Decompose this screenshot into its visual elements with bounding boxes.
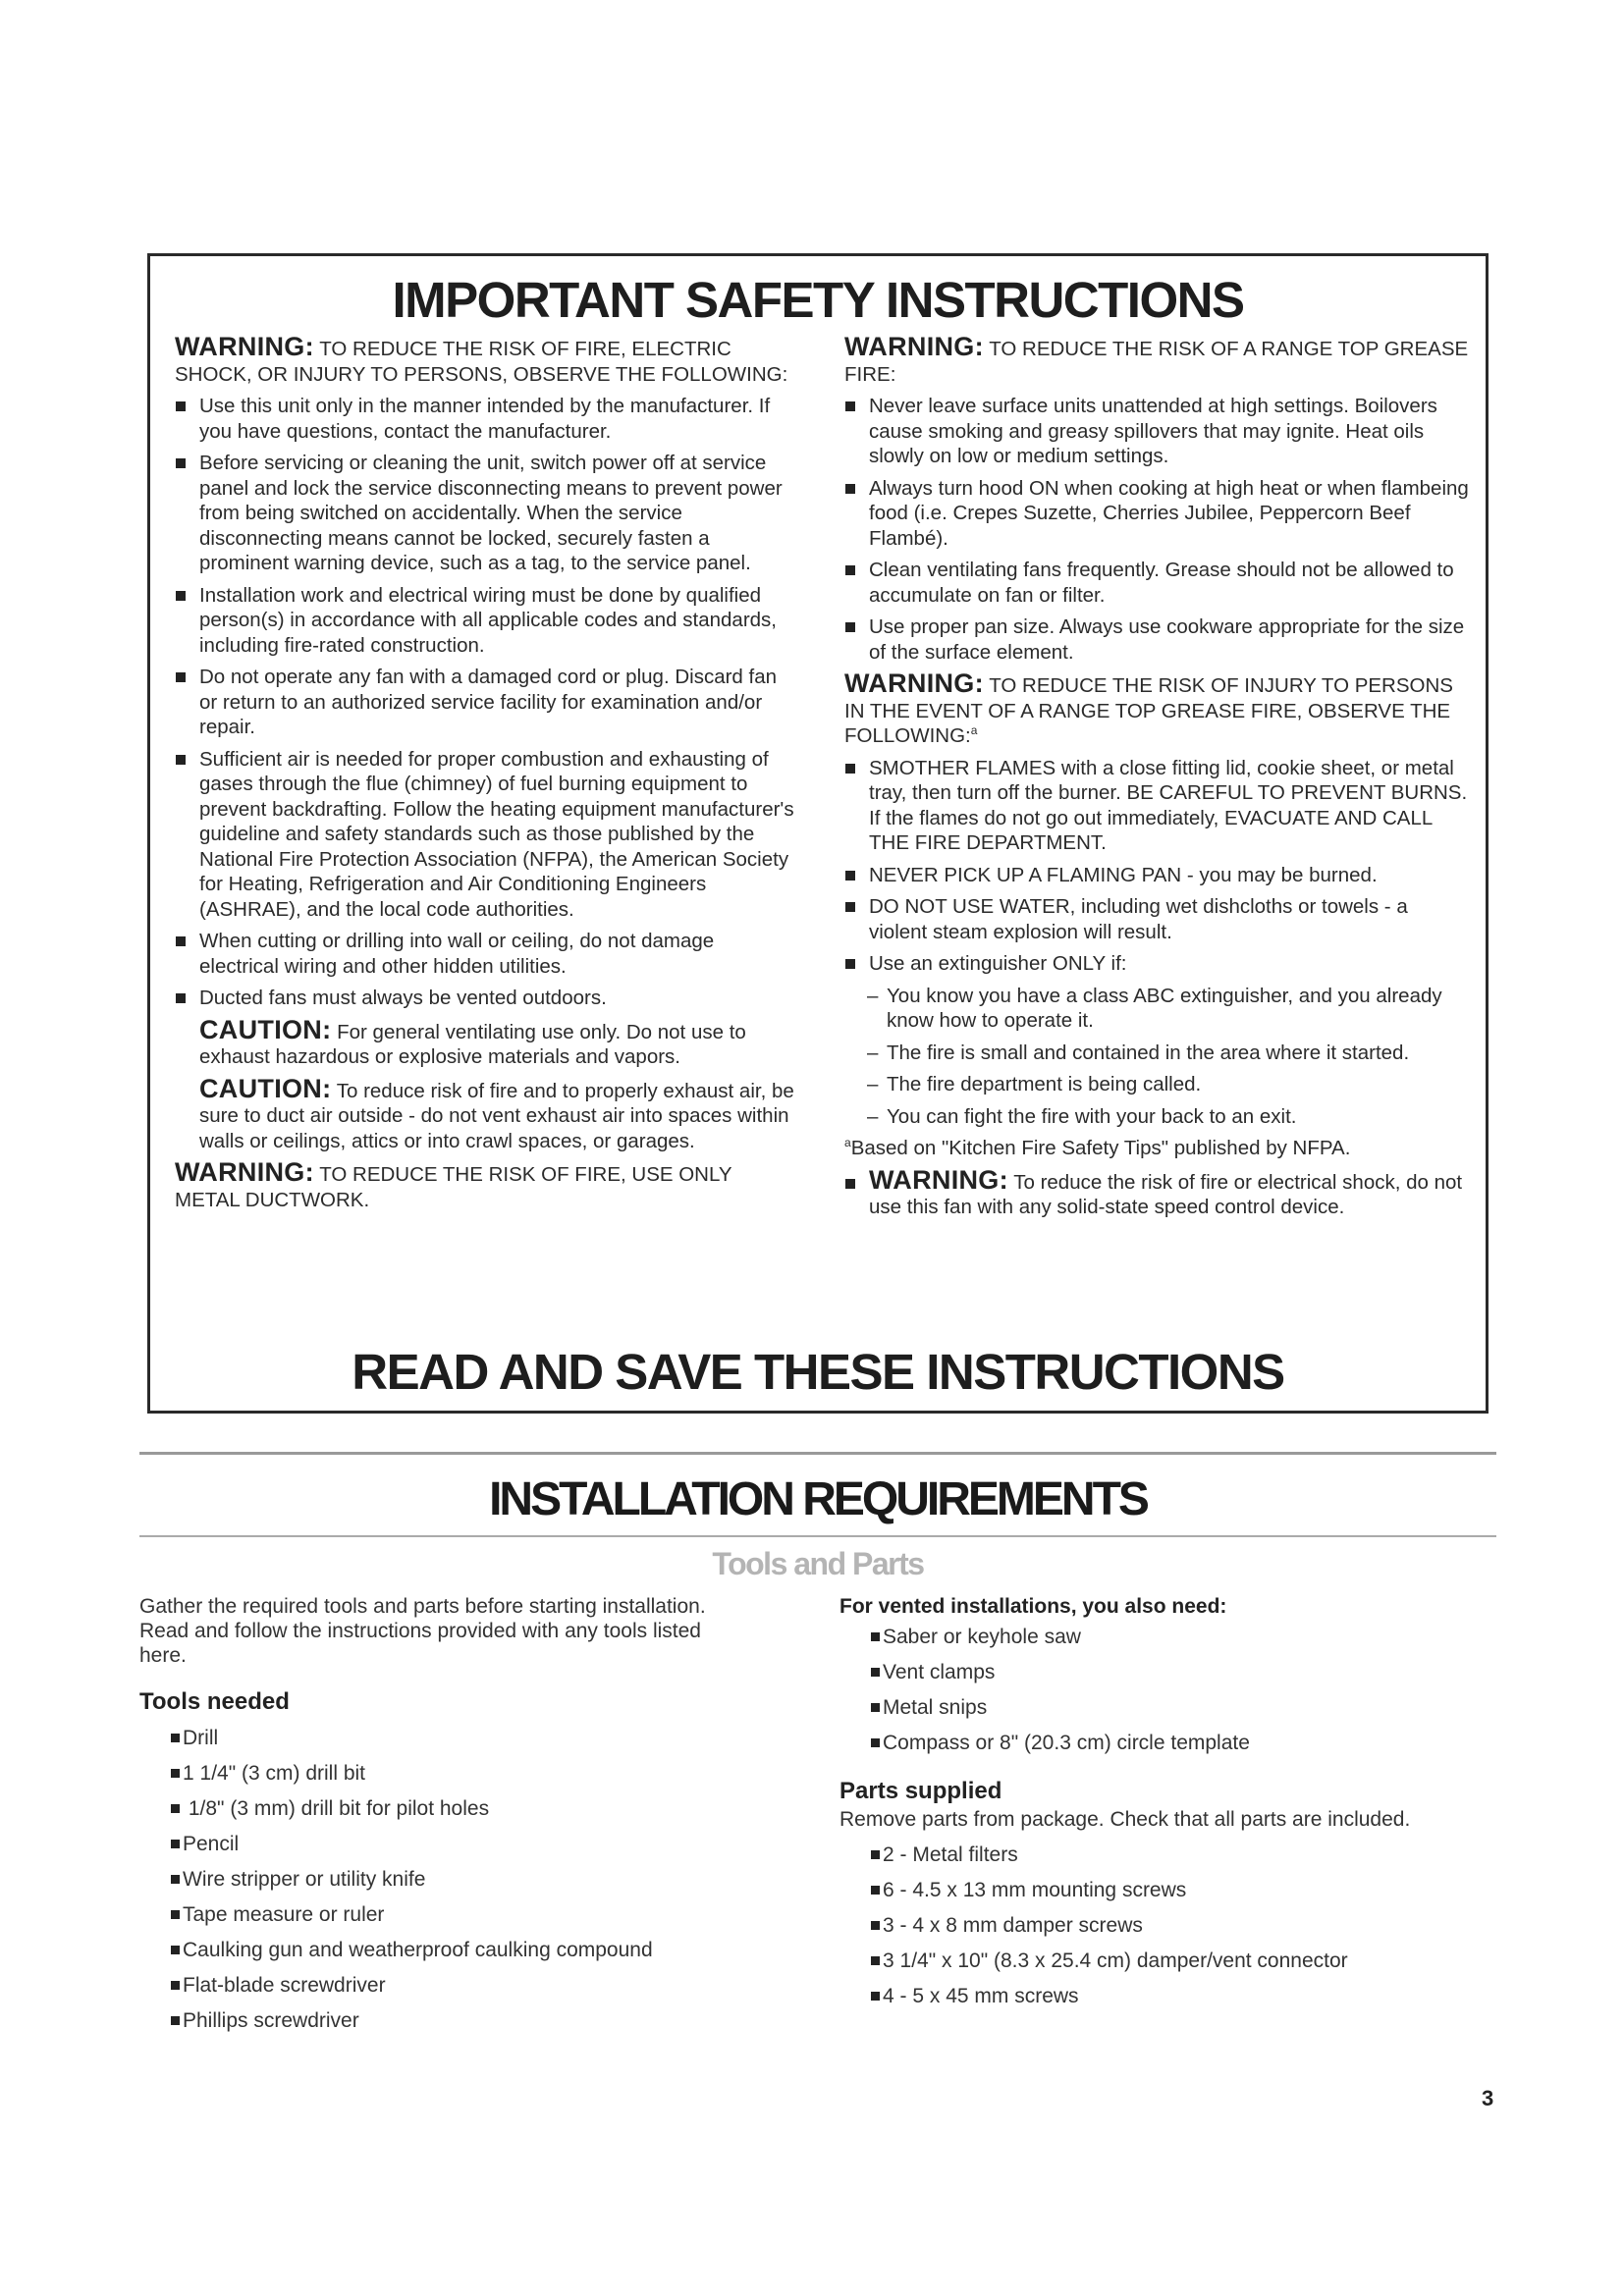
footnote-marker: a — [970, 723, 978, 738]
parts-supplied-heading: Parts supplied — [839, 1778, 1002, 1804]
list-item-text: Saber or keyhole saw — [883, 1626, 1081, 1648]
footnote-text: Based on "Kitchen Fire Safety Tips" published by NFPA. — [850, 1137, 1351, 1159]
warning-text: TO REDUCE THE RISK OF INJURY TO PERSONS IN THE EVENT OF A RANGE TOP GREASE FIRE, OBSERVE THE FOLLOWING: — [844, 674, 1453, 747]
vented-tools-list — [839, 1625, 1507, 1755]
list-item-text: Clean ventilating fans frequently. Grease should not be allowed to accumulate on fan or filter. — [869, 559, 1454, 607]
list-item — [871, 1878, 1507, 1902]
list-item-text: DO NOT USE WATER, including wet dishcloths or towels - a violent steam explosion will result. — [869, 895, 1408, 943]
grease-fire-actions-list — [844, 756, 1470, 977]
warning-grease-fire — [844, 332, 1470, 387]
list-item-text: " x 10" (8.3 x 25.4 cm) damper/vent connector — [928, 1949, 1348, 1972]
list-item-text: Sufficient air is needed for proper combustion and exhausting of gases through the flue (chimney) of fuel burning equipment to prevent backdrafting. Follow the heating equipment manufacturer's guideline and safety standards such as those published by the National Fire Protection Association (NFPA), the American Society for Heating, Refrigeration and Air Conditioning Engineers (ASHRAE), and the local code authorities. — [199, 747, 794, 921]
list-item — [171, 1761, 748, 1786]
tools-list — [139, 1726, 748, 2033]
square-bullet-icon — [171, 1910, 180, 1919]
list-item — [844, 756, 1470, 856]
list-item-text: Caulking gun and weatherproof caulking compound — [183, 1939, 653, 1961]
list-item — [171, 1832, 748, 1856]
list-item — [171, 1867, 748, 1892]
square-bullet-icon — [171, 1840, 180, 1848]
list-item — [171, 1902, 748, 1927]
grease-fire-list — [844, 394, 1470, 665]
fraction: 1/8 — [188, 1797, 218, 1820]
safety-instructions-box — [147, 253, 1489, 1414]
warning-label: WARNING: — [869, 1164, 1008, 1195]
list-item — [844, 614, 1470, 665]
tools-needed-heading: Tools needed — [139, 1688, 290, 1715]
caution-label: CAUTION: — [199, 1014, 332, 1044]
dash-bullet-icon: – — [867, 984, 879, 1007]
extinguisher-conditions-list — [867, 984, 1470, 1130]
safety-list-left — [175, 394, 795, 1011]
section-divider-bottom — [139, 1535, 1496, 1537]
warning-fire-shock — [175, 332, 795, 387]
list-item — [175, 986, 795, 1011]
caution-text: For general ventilating use only. Do not use to exhaust hazardous or explosive materials and vapors. — [199, 1020, 746, 1068]
list-item — [844, 951, 1470, 977]
caution-duct-outside — [175, 1073, 795, 1154]
square-bullet-icon — [871, 1703, 880, 1712]
list-item-text: Pencil — [183, 1833, 240, 1855]
list-item — [175, 583, 795, 659]
list-item — [171, 1796, 748, 1821]
list-item-text: Do not operate any fan with a damaged cord or plug. Discard fan or return to an authorized service facility for examination and/or repair. — [199, 666, 778, 738]
safety-title: IMPORTANT SAFETY INSTRUCTIONS — [392, 272, 1244, 328]
safety-left-column — [175, 332, 795, 1219]
list-item-text: Tape measure or ruler — [183, 1903, 385, 1926]
list-item-text: 3 — [883, 1949, 900, 1972]
list-item — [844, 558, 1470, 608]
list-item-text: Use an extinguisher ONLY if: — [869, 952, 1127, 975]
list-item-text: Wire stripper or utility knife — [183, 1868, 426, 1891]
square-bullet-icon — [871, 1738, 880, 1747]
square-bullet-icon — [845, 871, 855, 881]
dash-bullet-icon: – — [867, 1104, 879, 1128]
dash-bullet-icon: – — [867, 1041, 879, 1064]
warning-label: WARNING: — [844, 668, 984, 698]
list-item — [175, 394, 795, 444]
list-item-text: Flat-blade screwdriver — [183, 1974, 386, 1997]
list-item-text: Drill — [183, 1727, 219, 1749]
square-bullet-icon — [171, 1981, 180, 1990]
list-item-text: 2 - Metal filters — [883, 1843, 1018, 1866]
warning-text: TO REDUCE THE RISK OF A RANGE TOP GREASE FIRE: — [844, 338, 1469, 386]
list-item-text: Always turn hood ON when cooking at high heat or when flambeing food (i.e. Crepes Suzette, Cherries Jubilee, Peppercorn Beef Flambé). — [869, 476, 1469, 550]
square-bullet-icon — [171, 1769, 180, 1778]
square-bullet-icon — [871, 1921, 880, 1930]
square-bullet-icon — [871, 1668, 880, 1677]
warning-metal-ductwork — [175, 1157, 795, 1212]
square-bullet-icon — [171, 2016, 180, 2025]
list-item-text: Use this unit only in the manner intended by the manufacturer. If you have questions, contact the manufacturer. — [199, 395, 771, 443]
vented-heading: For vented installations, you also need: — [839, 1595, 1227, 1618]
square-bullet-icon — [171, 1946, 180, 1954]
caution-label: CAUTION: — [199, 1073, 332, 1103]
list-item-text: Phillips screwdriver — [183, 2009, 359, 2032]
square-bullet-icon — [845, 764, 855, 774]
warning-text: To reduce the risk of fire or electrical shock, do not use this fan with any solid-state speed control device. — [869, 1170, 1463, 1218]
list-item — [171, 2008, 748, 2033]
list-item-text: " (3 mm) drill bit for pilot holes — [217, 1797, 490, 1820]
list-item — [871, 1913, 1507, 1938]
parts-intro: Remove parts from package. Check that all parts are included. — [839, 1808, 1411, 1831]
section-divider-top — [139, 1452, 1496, 1455]
square-bullet-icon — [176, 672, 186, 682]
page-number: 3 — [1482, 2086, 1494, 2110]
list-item-text: You know you have a class ABC extinguisher, and you already know how to operate it. — [887, 984, 1442, 1032]
list-item — [175, 451, 795, 576]
warning-label: WARNING: — [844, 332, 984, 361]
list-item-text: 1 — [183, 1762, 200, 1785]
square-bullet-icon — [871, 1850, 880, 1859]
list-item-text: NEVER PICK UP A FLAMING PAN - you may be burned. — [869, 863, 1378, 886]
caution-general-use — [175, 1014, 795, 1070]
list-item — [867, 1072, 1470, 1097]
list-item — [844, 863, 1470, 888]
list-item-text: 6 - 4.5 x 13 mm mounting screws — [883, 1879, 1187, 1901]
installation-requirements-title: INSTALLATION REQUIREMENTS — [489, 1473, 1147, 1525]
square-bullet-icon — [845, 484, 855, 494]
fraction: 1/4 — [899, 1949, 929, 1972]
warning-label: WARNING: — [175, 332, 314, 361]
parts-column — [839, 1594, 1507, 2019]
list-item — [867, 1041, 1470, 1066]
list-item — [871, 1695, 1507, 1720]
square-bullet-icon — [176, 401, 186, 411]
list-item — [844, 894, 1470, 944]
list-item-text: SMOTHER FLAMES with a close fitting lid, cookie sheet, or metal tray, then turn off the burner. BE CAREFUL TO PREVENT BURNS. If the flames do not go out immediately, EVACUATE AND CALL THE FIRE DEPARTMENT. — [869, 756, 1468, 854]
list-item-text: 4 - 5 x 45 mm screws — [883, 1985, 1079, 2007]
list-item — [175, 747, 795, 923]
square-bullet-icon — [871, 1632, 880, 1641]
list-item-text: Installation work and electrical wiring must be done by qualified person(s) in accordance with all applicable codes and standards, including fire-rated construction. — [199, 583, 778, 657]
list-item-text: The fire department is being called. — [887, 1073, 1202, 1095]
square-bullet-icon — [845, 1179, 855, 1189]
square-bullet-icon — [171, 1804, 180, 1813]
list-item-text: The fire is small and contained in the area where it started. — [887, 1041, 1410, 1064]
list-item-text: You can fight the fire with your back to an exit. — [887, 1104, 1297, 1128]
tools-intro: Gather the required tools and parts before starting installation. Read and follow the instructions provided with any tools listed here. — [139, 1595, 706, 1667]
list-item-text: Before servicing or cleaning the unit, switch power off at service panel and lock the service disconnecting means to prevent power from being switched on accidentally. When the service disconnecting means cannot be locked, securely fasten a prominent warning device, such as a tag, to the service panel. — [199, 452, 783, 574]
square-bullet-icon — [171, 1875, 180, 1884]
list-item-text: When cutting or drilling into wall or ceiling, do not damage electrical wiring and other hidden utilities. — [199, 930, 715, 978]
list-item — [871, 1949, 1507, 1973]
nfpa-footnote — [844, 1136, 1470, 1161]
warning-speed-control — [844, 1164, 1470, 1220]
square-bullet-icon — [871, 1956, 880, 1965]
square-bullet-icon — [845, 401, 855, 411]
list-item-text: Never leave surface units unattended at high settings. Boilovers cause smoking and greasy spillovers that may ignite. Heat oils slowly on low or medium settings. — [869, 395, 1437, 467]
square-bullet-icon — [845, 622, 855, 632]
fraction: 1/4 — [199, 1762, 229, 1785]
square-bullet-icon — [176, 936, 186, 946]
square-bullet-icon — [871, 1992, 880, 2001]
list-item-text: Use proper pan size. Always use cookware appropriate for the size of the surface element. — [869, 615, 1465, 664]
warning-label: WARNING: — [175, 1157, 314, 1187]
square-bullet-icon — [845, 902, 855, 912]
dash-bullet-icon: – — [867, 1073, 879, 1095]
list-item-text: 3 - 4 x 8 mm damper screws — [883, 1914, 1143, 1937]
caution-text: To reduce risk of fire and to properly exhaust air, be sure to duct air outside - do not vent exhaust air into spaces within walls or ceilings, attics or into crawl spaces, or garages. — [199, 1079, 794, 1152]
parts-list — [839, 1842, 1507, 2008]
list-item — [171, 1973, 748, 1998]
square-bullet-icon — [845, 959, 855, 969]
list-item-text: Ducted fans must always be vented outdoors. — [199, 987, 607, 1009]
list-item-text: Vent clamps — [883, 1661, 996, 1683]
square-bullet-icon — [176, 755, 186, 765]
list-item — [871, 1731, 1507, 1755]
read-save-title: READ AND SAVE THESE INSTRUCTIONS — [352, 1344, 1284, 1400]
footnote-marker: a — [844, 1136, 851, 1150]
square-bullet-icon — [171, 1734, 180, 1742]
tools-column — [139, 1594, 748, 2044]
square-bullet-icon — [176, 458, 186, 468]
list-item — [867, 1104, 1470, 1130]
list-item — [871, 1660, 1507, 1684]
list-item — [175, 665, 795, 740]
square-bullet-icon — [845, 565, 855, 575]
list-item — [171, 1938, 748, 1962]
list-item — [844, 476, 1470, 552]
list-item — [871, 1625, 1507, 1649]
safety-right-column — [844, 332, 1470, 1226]
list-item — [867, 984, 1470, 1034]
warning-text: TO REDUCE THE RISK OF FIRE, USE ONLY METAL DUCTWORK. — [175, 1163, 732, 1211]
square-bullet-icon — [176, 591, 186, 601]
tools-and-parts-subtitle: Tools and Parts — [712, 1546, 924, 1581]
list-item — [871, 1842, 1507, 1867]
warning-injury-grease-fire — [844, 668, 1470, 749]
list-item-text: " (3 cm) drill bit — [228, 1762, 366, 1785]
list-item-text: Metal snips — [883, 1696, 988, 1719]
list-item — [844, 394, 1470, 469]
list-item — [175, 929, 795, 979]
warning-text: TO REDUCE THE RISK OF FIRE, ELECTRIC SHOCK, OR INJURY TO PERSONS, OBSERVE THE FOLLOWING: — [175, 338, 788, 386]
list-item-text: Compass or 8" (20.3 cm) circle template — [883, 1732, 1250, 1754]
square-bullet-icon — [871, 1886, 880, 1895]
list-item — [171, 1726, 748, 1750]
list-item — [871, 1984, 1507, 2008]
square-bullet-icon — [176, 993, 186, 1003]
